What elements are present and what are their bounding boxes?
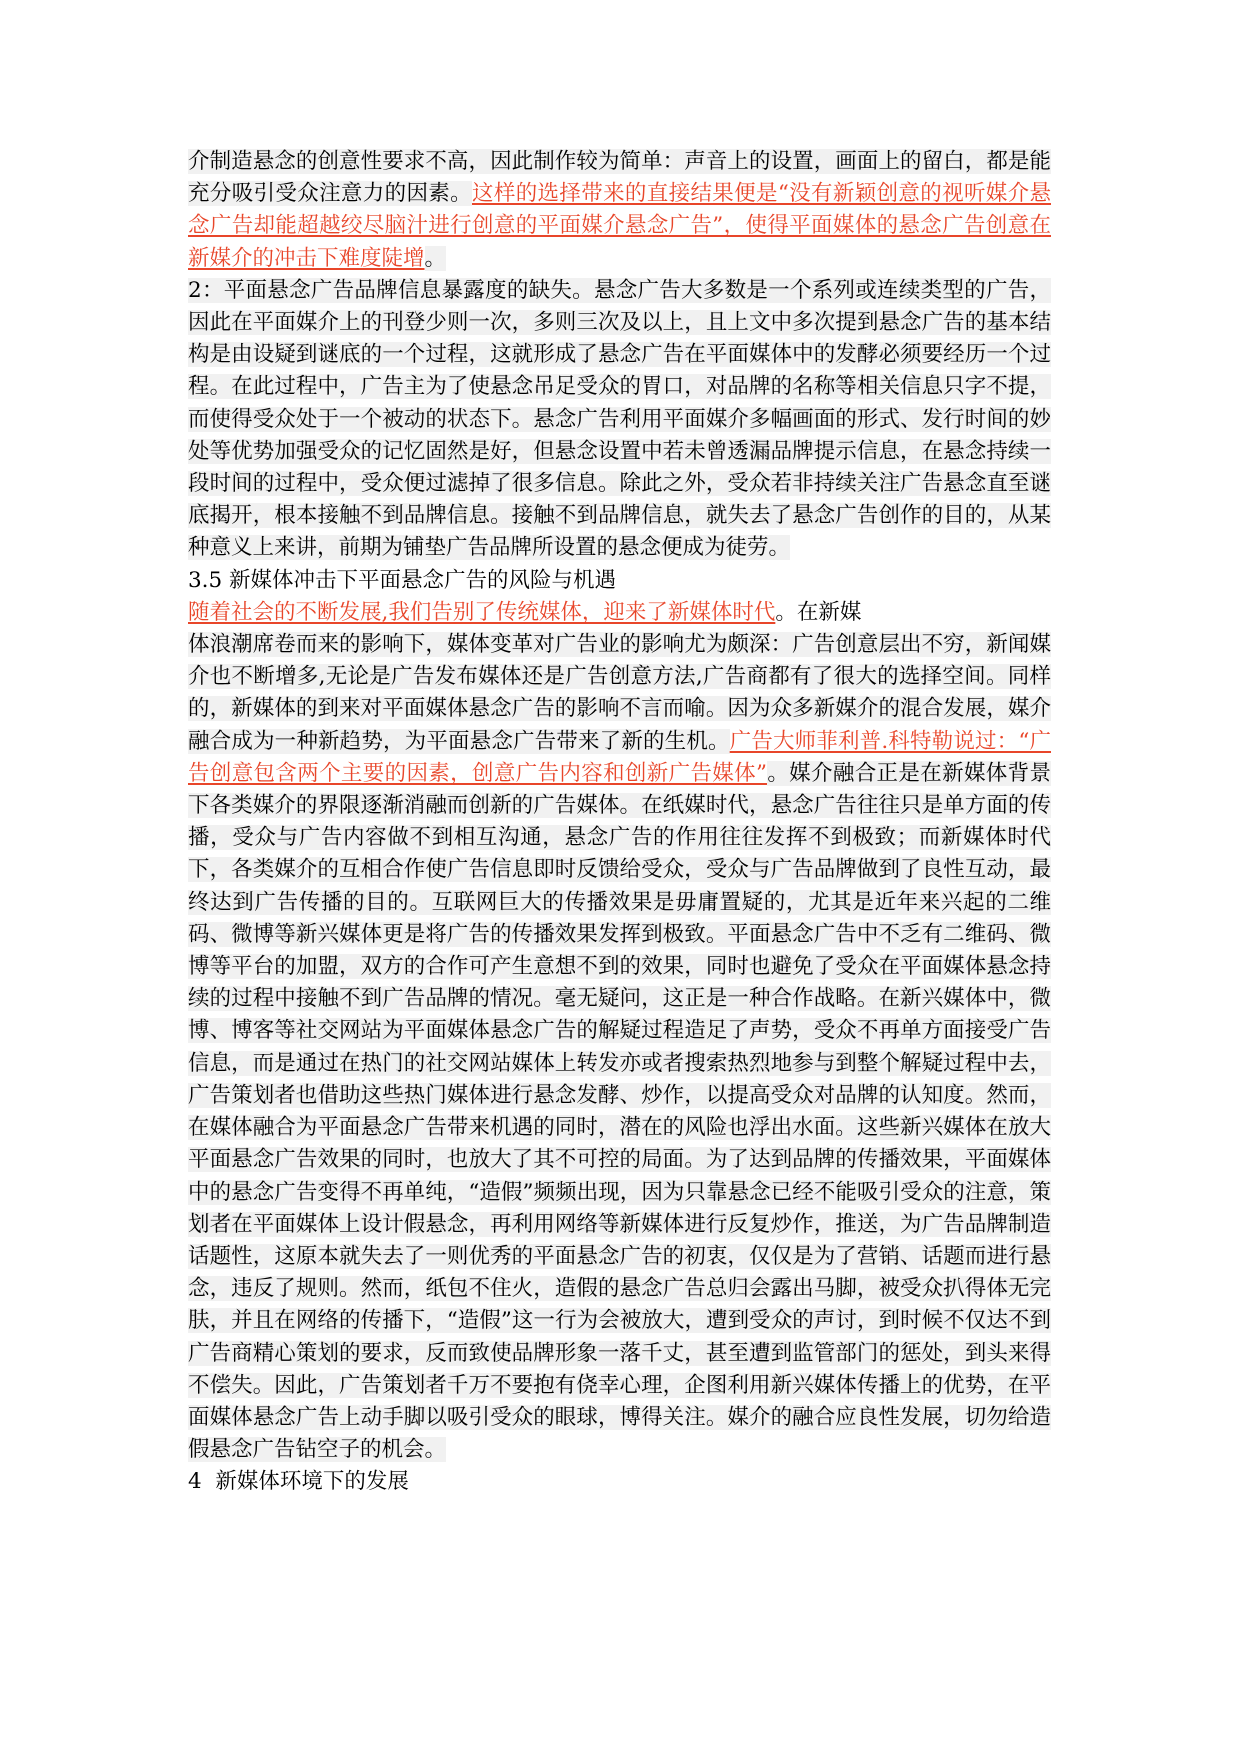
paragraph-3-underlined-lead: 随着社会的不断发展,我们告别了传统媒体，迎来了新媒体时代	[188, 599, 776, 625]
paragraph-1-underlined-quote: 这样的选择带来的直接结果便是“没有新颖创意的视听媒介悬念广告却能超越绞尽脑汁进行创意的平面媒介悬念广告”，使得平面媒体的悬念广告创意在新媒介的冲击下难度陡增	[188, 181, 1051, 271]
paragraph-2	[188, 275, 1051, 565]
paragraph-3-text-a: 体浪潮席卷而来的影响下，媒体变革对广告业的影响尤为颇深：广告创意层出不穷，新闻媒介也不断增多,无论是广告发布媒体还是广告创意方法,广告商都有了很大的选择空间。同样的，新媒体的到来对平面媒体悬念广告的影响不言而喻。因为众多新媒介的混合发展，媒介融合成为一种新趋势，为平面悬念广告带来了新的生机。	[188, 632, 1051, 754]
paragraph-3-lead-tail: 。在新媒	[775, 599, 862, 625]
paragraph-3-text-b: 。媒介融合正是在新媒体背景下各类媒介的界限逐渐消融而创新的广告媒体。在纸媒时代，悬念广告往往只是单方面的传播，受众与广告内容做不到相互沟通，悬念广告的作用往往发挥不到极致；而新媒体时代下，各类媒介的互相合作使广告信息即时反馈给受众，受众与广告品牌做到了良性互动，最终达到广告传播的目的。互联网巨大的传播效果是毋庸置疑的，尤其是近年来兴起的二维码、微博等新兴媒体更是将广告的传播效果发挥到极致。平面悬念广告中不乏有二维码、微博等平台的加盟，双方的合作可产生意想不到的效果，同时也避免了受众在平面媒体悬念持续的过程中接触不到广告品牌的情况。毫无疑问，这正是一种合作战略。在新兴媒体中，微博、博客等社交网站为平面媒体悬念广告的解疑过程造足了声势，受众不再单方面接受广告信息，而是通过在热门的社交网站媒体上转发亦或者搜索热烈地参与到整个解疑过程中去，广告策划者也借助这些热门媒体进行悬念发酵、炒作，以提高受众对品牌的认知度。然而，在媒体融合为平面悬念广告带来机遇的同时，潜在的风险也浮出水面。这些新兴媒体在放大平面悬念广告效果的同时，也放大了其不可控的局面。为了达到品牌的传播效果，平面媒体中的悬念广告变得不再单纯，“造假”频频出现，因为只靠悬念已经不能吸引受众的注意，策划者在平面媒体上设计假悬念，再利用网络等新媒体进行反复炒作，推送，为广告品牌制造话题性，这原本就失去了一则优秀的平面悬念广告的初衷，仅仅是为了营销、话题而进行悬念，违反了规则。然而，纸包不住火，造假的悬念广告总归会露出马脚，被受众扒得体无完肤，并且在网络的传播下，“造假”这一行为会被放大，遭到受众的声讨，到时候不仅达不到广告商精心策划的要求，反而致使品牌形象一落千丈，甚至遭到监管部门的惩处，到头来得不偿失。因此，广告策划者千万不要抱有侥幸心理，企图利用新兴媒体传播上的优势，在平面媒体悬念广告上动手脚以吸引受众的眼球，博得关注。媒介的融合应良性发展，切勿给造假悬念广告钻空子的机会。	[188, 760, 1051, 1463]
paragraph-3-underlined-quote: 广告大师菲利普.科特勒说过：“广告创意包含两个主要的因素，创意广告内容和创新广告媒体”	[188, 728, 1051, 786]
paragraph-3	[188, 629, 1051, 1466]
paragraph-1-text: 介制造悬念的创意性要求不高，因此制作较为简单：声音上的设置，画面上的留白，都是能充分吸引受众注意力的因素。	[188, 149, 1051, 207]
section-heading-3-5: 3.5 新媒体冲击下平面悬念广告的风险与机遇	[188, 567, 617, 593]
section-heading-4: 4 新媒体环境下的发展	[188, 1469, 409, 1495]
document-page	[188, 146, 1051, 1499]
paragraph-3-first-line	[188, 597, 1051, 629]
paragraph-1	[188, 146, 1051, 275]
paragraph-1-period: 。	[424, 245, 447, 271]
paragraph-2-text: 2：平面悬念广告品牌信息暴露度的缺失。悬念广告大多数是一个系列或连续类型的广告，因此在平面媒介上的刊登少则一次，多则三次及以上，且上文中多次提到悬念广告的基本结构是由设疑到谜底的一个过程，这就形成了悬念广告在平面媒体中的发酵必须要经历一个过程。在此过程中，广告主为了使悬念吊足受众的胃口，对品牌的名称等相关信息只字不提，而使得受众处于一个被动的状态下。悬念广告利用平面媒介多幅画面的形式、发行时间的妙处等优势加强受众的记忆固然是好，但悬念设置中若未曾透漏品牌提示信息，在悬念持续一段时间的过程中，受众便过滤掉了很多信息。除此之外，受众若非持续关注广告悬念直至谜底揭开，根本接触不到品牌信息。接触不到品牌信息，就失去了悬念广告创作的目的，从某种意义上来讲，前期为铺垫广告品牌所设置的悬念便成为徒劳。	[188, 277, 1051, 561]
